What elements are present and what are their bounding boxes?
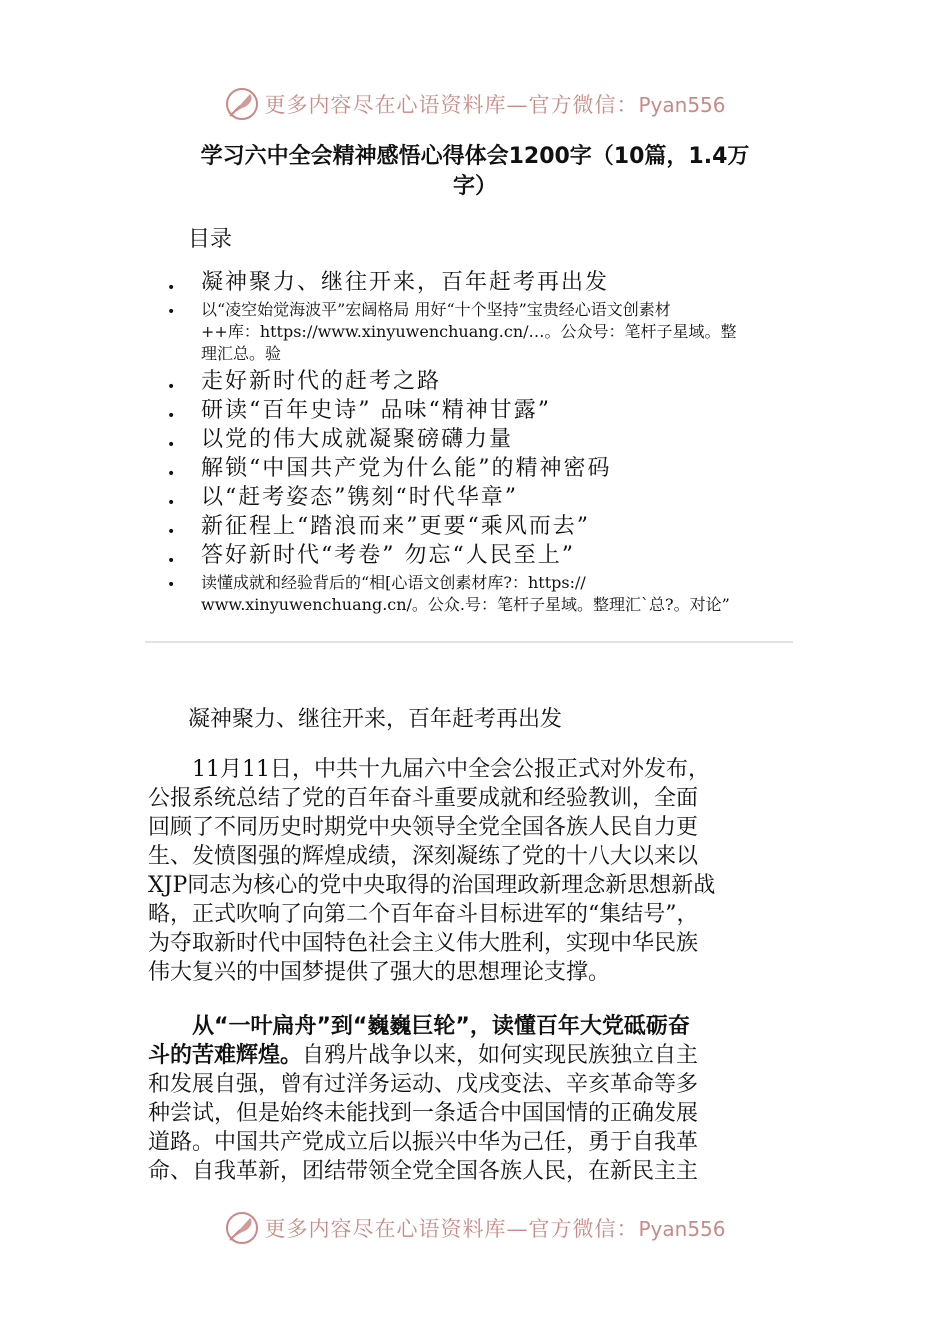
- paragraph-2-line: 命、自我革新，团结带领全党全国各族人民，在新民主主: [148, 1159, 699, 1184]
- toc-item[interactable]: [165, 483, 805, 512]
- paragraph-1-line: 公报系统总结了党的百年奋斗重要成就和经验教训，全面: [148, 786, 699, 811]
- feather-pen-logo-icon: [224, 1210, 260, 1246]
- section-title: 凝神聚力、继往开来，百年赶考再出发: [188, 707, 563, 732]
- paragraph-1-line: XJP同志为核心的党中央取得的治国理政新理念新思想新战: [148, 873, 716, 898]
- toc-item-line: • 新征程上“踏浪而来”更要“乘风而去”: [201, 514, 590, 539]
- toc-item[interactable]: [165, 541, 805, 570]
- paragraph-1-line: 为夺取新时代中国特色社会主义伟大胜利，实现中华民族: [148, 931, 699, 956]
- toc-item[interactable]: [165, 512, 805, 541]
- toc-item-line: • 以“赶考姿态”镌刻“时代华章”: [201, 485, 518, 510]
- toc-item[interactable]: [165, 299, 805, 365]
- paragraph-1-line: 略，正式吹响了向第二个百年奋斗目标进军的“集结号”，: [148, 902, 699, 927]
- watermark-wechat-id: Pyan556: [638, 93, 726, 117]
- paragraph-2-line: 种尝试，但是始终未能找到一条适合中国国情的正确发展: [148, 1101, 699, 1126]
- toc-item-line: www.xinyuwenchuang.cn/。公众.号：笔杆子星域。整理汇`总?。对论”: [201, 595, 730, 614]
- paragraph-2-line: 道路。中国共产党成立后以振兴中华为己任，勇于自我革: [148, 1130, 699, 1155]
- toc-heading: 目录: [188, 227, 233, 252]
- paragraph-1-line: 11月11日，中共十九届六中全会公报正式对外发布，: [148, 757, 710, 782]
- watermark-wechat-id: Pyan556: [638, 1217, 726, 1241]
- bold-lead-line-1: 从“一叶扁舟”到“巍巍巨轮”，读懂百年大党砥砺奋: [148, 1014, 690, 1039]
- bold-lead-line-2: 斗的苦难辉煌。: [148, 1043, 303, 1068]
- paragraph-2-continuation: 自鸦片战争以来，如何实现民族独立自主: [302, 1043, 699, 1068]
- paragraph-1-line: 生、发愤图强的辉煌成绩，深刻凝练了党的十八大以来以: [148, 844, 699, 869]
- toc-item-line: 理汇总。验: [201, 344, 282, 363]
- toc-item[interactable]: [165, 425, 805, 454]
- toc-item[interactable]: [165, 396, 805, 425]
- toc-item-line: • 答好新时代“考卷” 勿忘“人民至上”: [201, 543, 575, 568]
- toc-item-line: ++库：https://www.xinyuwenchuang.cn/…。公众号：笔杆子星域。整: [201, 322, 737, 341]
- toc-item-line: • 以“凌空始觉海波平”宏阔格局 用好“十个坚持”宝贵经心语文创素材: [201, 300, 671, 319]
- toc-item[interactable]: [165, 572, 805, 616]
- toc-item-line: • 研读“百年史诗” 品味“精神甘露”: [201, 398, 551, 423]
- title-line-1: 学习六中全会精神感悟心得体会1200字（10篇，1.4万: [200, 144, 750, 169]
- toc-item-line: • 走好新时代的赶考之路: [201, 369, 442, 394]
- toc-item[interactable]: [165, 367, 805, 396]
- paragraph-1-line: 伟大复兴的中国梦提供了强大的思想理论支撑。: [148, 960, 611, 985]
- feather-pen-logo-icon: [224, 86, 260, 122]
- toc-item[interactable]: [165, 268, 805, 297]
- horizontal-divider: [145, 641, 793, 643]
- table-of-contents: [165, 268, 805, 618]
- toc-item-line: • 读懂成就和经验背后的“相[心语文创素材库?：https://: [201, 573, 586, 592]
- paragraph-1-line: 回顾了不同历史时期党中央领导全党全国各族人民自力更: [148, 815, 699, 840]
- title-line-2: 字）: [452, 174, 497, 199]
- paragraph-2-line: [148, 1041, 808, 1070]
- document-title: [160, 142, 790, 202]
- bottom-watermark-banner: [0, 1206, 950, 1250]
- top-watermark-banner: [0, 82, 950, 126]
- toc-item-line: • 解锁“中国共产党为什么能”的精神密码: [201, 456, 612, 481]
- paragraph-2-line: [148, 1012, 808, 1041]
- paragraph-1: [148, 755, 808, 987]
- toc-item-line: • 以党的伟大成就凝聚磅礴力量: [201, 427, 514, 452]
- watermark-text: 更多内容尽在心语资料库—官方微信：Pyan556: [264, 1217, 726, 1241]
- paragraph-2: [148, 1012, 808, 1186]
- toc-item-line: • 凝神聚力、继往开来，百年赶考再出发: [201, 270, 610, 295]
- toc-item[interactable]: [165, 454, 805, 483]
- paragraph-2-line: 和发展自强，曾有过洋务运动、戊戌变法、辛亥革命等多: [148, 1072, 699, 1097]
- watermark-text: 更多内容尽在心语资料库—官方微信：Pyan556: [264, 93, 726, 117]
